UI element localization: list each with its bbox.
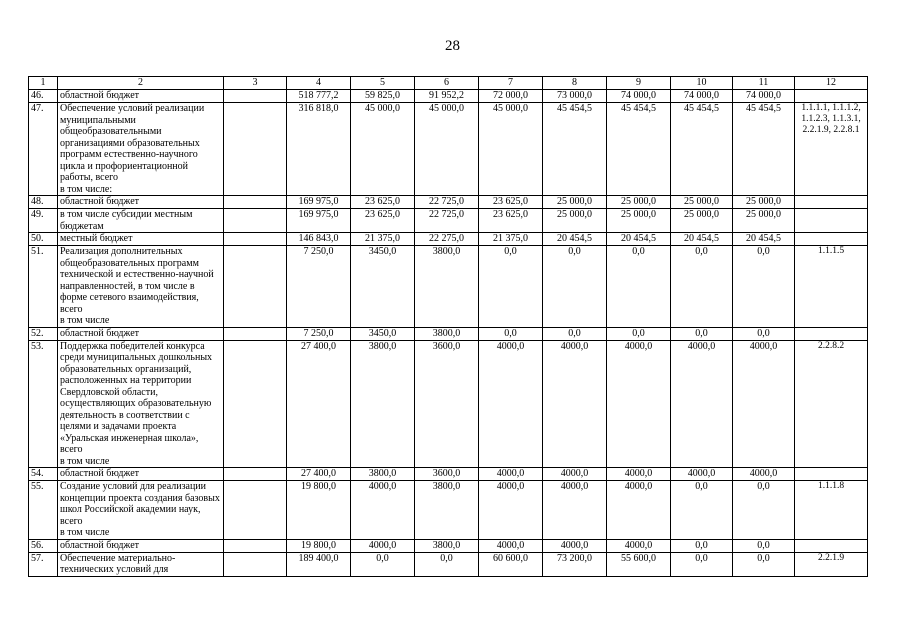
table-row <box>29 233 868 246</box>
value-cell: 60 600,0 <box>479 552 543 576</box>
target-code-cell <box>795 90 868 103</box>
value-cell: 0,0 <box>607 246 671 328</box>
value-cell: 4000,0 <box>543 481 607 540</box>
target-code-cell: 2.2.1.9 <box>795 552 868 576</box>
column-header: 1 <box>29 77 58 90</box>
value-cell: 7 250,0 <box>287 327 351 340</box>
table-row <box>29 103 868 196</box>
value-cell: 23 625,0 <box>479 196 543 209</box>
col3-cell <box>224 327 287 340</box>
row-number: 47. <box>29 103 58 196</box>
row-number: 53. <box>29 340 58 468</box>
value-cell: 4000,0 <box>351 539 415 552</box>
column-header: 7 <box>479 77 543 90</box>
value-cell: 91 952,2 <box>415 90 479 103</box>
value-cell: 45 000,0 <box>351 103 415 196</box>
value-cell: 0,0 <box>543 327 607 340</box>
value-cell: 23 625,0 <box>479 209 543 233</box>
value-cell: 4000,0 <box>543 468 607 481</box>
value-cell: 20 454,5 <box>607 233 671 246</box>
value-cell: 0,0 <box>607 327 671 340</box>
table-row <box>29 539 868 552</box>
value-cell: 45 454,5 <box>543 103 607 196</box>
value-cell: 4000,0 <box>479 468 543 481</box>
value-cell: 4000,0 <box>479 481 543 540</box>
row-name: Реализация дополнительных общеобразовательных программ технической и естественно-научной направленностей, в том числе в форме сетевого взаимодействия, всего в том числе <box>58 246 224 328</box>
value-cell: 4000,0 <box>733 468 795 481</box>
target-code-cell <box>795 196 868 209</box>
value-cell: 3800,0 <box>415 246 479 328</box>
value-cell: 7 250,0 <box>287 246 351 328</box>
row-number: 48. <box>29 196 58 209</box>
value-cell: 55 600,0 <box>607 552 671 576</box>
value-cell: 4000,0 <box>351 481 415 540</box>
target-code-cell: 1.1.1.8 <box>795 481 868 540</box>
row-name: областной бюджет <box>58 196 224 209</box>
row-name: в том числе субсидии местным бюджетам <box>58 209 224 233</box>
value-cell: 25 000,0 <box>543 209 607 233</box>
value-cell: 3450,0 <box>351 246 415 328</box>
value-cell: 21 375,0 <box>479 233 543 246</box>
value-cell: 0,0 <box>733 552 795 576</box>
value-cell: 27 400,0 <box>287 468 351 481</box>
value-cell: 23 625,0 <box>351 209 415 233</box>
col3-cell <box>224 552 287 576</box>
column-header: 11 <box>733 77 795 90</box>
value-cell: 0,0 <box>671 539 733 552</box>
table-row <box>29 90 868 103</box>
col3-cell <box>224 246 287 328</box>
value-cell: 3800,0 <box>415 481 479 540</box>
col3-cell <box>224 233 287 246</box>
value-cell: 0,0 <box>733 539 795 552</box>
value-cell: 4000,0 <box>733 340 795 468</box>
col3-cell <box>224 90 287 103</box>
row-name: Обеспечение материально-технических условий для <box>58 552 224 576</box>
row-number: 54. <box>29 468 58 481</box>
value-cell: 45 000,0 <box>415 103 479 196</box>
header-row <box>29 77 868 90</box>
col3-cell <box>224 209 287 233</box>
value-cell: 4000,0 <box>607 481 671 540</box>
column-header: 8 <box>543 77 607 90</box>
table-row <box>29 552 868 576</box>
row-name: Создание условий для реализации концепции проекта создания базовых школ Российской академии наук, всего в том числе <box>58 481 224 540</box>
target-code-cell <box>795 468 868 481</box>
row-number: 46. <box>29 90 58 103</box>
row-number: 50. <box>29 233 58 246</box>
value-cell: 3450,0 <box>351 327 415 340</box>
value-cell: 4000,0 <box>607 468 671 481</box>
value-cell: 4000,0 <box>479 539 543 552</box>
target-code-cell <box>795 539 868 552</box>
value-cell: 22 725,0 <box>415 196 479 209</box>
value-cell: 189 400,0 <box>287 552 351 576</box>
col3-cell <box>224 468 287 481</box>
value-cell: 0,0 <box>671 246 733 328</box>
value-cell: 0,0 <box>351 552 415 576</box>
budget-table <box>28 76 868 577</box>
column-header: 3 <box>224 77 287 90</box>
target-code-cell: 1.1.1.5 <box>795 246 868 328</box>
table-row <box>29 196 868 209</box>
value-cell: 45 454,5 <box>671 103 733 196</box>
column-header: 10 <box>671 77 733 90</box>
value-cell: 0,0 <box>543 246 607 328</box>
value-cell: 19 800,0 <box>287 481 351 540</box>
value-cell: 4000,0 <box>607 340 671 468</box>
value-cell: 0,0 <box>733 246 795 328</box>
value-cell: 20 454,5 <box>671 233 733 246</box>
row-number: 49. <box>29 209 58 233</box>
value-cell: 169 975,0 <box>287 196 351 209</box>
row-name: областной бюджет <box>58 468 224 481</box>
value-cell: 0,0 <box>479 327 543 340</box>
row-name: областной бюджет <box>58 90 224 103</box>
value-cell: 146 843,0 <box>287 233 351 246</box>
value-cell: 4000,0 <box>671 340 733 468</box>
value-cell: 518 777,2 <box>287 90 351 103</box>
row-name: Обеспечение условий реализации муниципальными общеобразовательными организациями образовательных программ естественно-научного цикла и профориентационной работы, всего в том числе: <box>58 103 224 196</box>
value-cell: 45 454,5 <box>607 103 671 196</box>
row-name: Поддержка победителей конкурса среди муниципальных дошкольных образовательных организаций, расположенных на территории Свердловской области, осуществляющих образовательную деятельность в соответствии с целями и задачами проекта «Уральская инженерная школа», всего в том числе <box>58 340 224 468</box>
value-cell: 3800,0 <box>351 468 415 481</box>
value-cell: 3800,0 <box>351 340 415 468</box>
value-cell: 0,0 <box>671 327 733 340</box>
table-row <box>29 246 868 328</box>
column-header: 12 <box>795 77 868 90</box>
target-code-cell <box>795 209 868 233</box>
col3-cell <box>224 340 287 468</box>
row-name: областной бюджет <box>58 327 224 340</box>
value-cell: 4000,0 <box>671 468 733 481</box>
value-cell: 27 400,0 <box>287 340 351 468</box>
value-cell: 74 000,0 <box>607 90 671 103</box>
value-cell: 22 725,0 <box>415 209 479 233</box>
col3-cell <box>224 196 287 209</box>
table-row <box>29 468 868 481</box>
column-header: 4 <box>287 77 351 90</box>
value-cell: 25 000,0 <box>607 209 671 233</box>
target-code-cell: 2.2.8.2 <box>795 340 868 468</box>
value-cell: 74 000,0 <box>671 90 733 103</box>
value-cell: 3800,0 <box>415 327 479 340</box>
col3-cell <box>224 481 287 540</box>
row-number: 56. <box>29 539 58 552</box>
target-code-cell <box>795 233 868 246</box>
value-cell: 22 275,0 <box>415 233 479 246</box>
value-cell: 316 818,0 <box>287 103 351 196</box>
table-row <box>29 327 868 340</box>
page-number: 28 <box>445 38 460 54</box>
column-header: 5 <box>351 77 415 90</box>
value-cell: 20 454,5 <box>733 233 795 246</box>
value-cell: 45 000,0 <box>479 103 543 196</box>
row-number: 55. <box>29 481 58 540</box>
value-cell: 74 000,0 <box>733 90 795 103</box>
value-cell: 4000,0 <box>543 340 607 468</box>
value-cell: 23 625,0 <box>351 196 415 209</box>
value-cell: 25 000,0 <box>733 209 795 233</box>
value-cell: 21 375,0 <box>351 233 415 246</box>
value-cell: 25 000,0 <box>543 196 607 209</box>
value-cell: 0,0 <box>733 327 795 340</box>
value-cell: 3600,0 <box>415 468 479 481</box>
value-cell: 4000,0 <box>543 539 607 552</box>
target-code-cell <box>795 327 868 340</box>
value-cell: 169 975,0 <box>287 209 351 233</box>
value-cell: 3600,0 <box>415 340 479 468</box>
value-cell: 0,0 <box>415 552 479 576</box>
value-cell: 59 825,0 <box>351 90 415 103</box>
value-cell: 4000,0 <box>607 539 671 552</box>
value-cell: 45 454,5 <box>733 103 795 196</box>
value-cell: 0,0 <box>733 481 795 540</box>
row-name: областной бюджет <box>58 539 224 552</box>
value-cell: 73 200,0 <box>543 552 607 576</box>
value-cell: 72 000,0 <box>479 90 543 103</box>
value-cell: 0,0 <box>671 552 733 576</box>
table-row <box>29 340 868 468</box>
value-cell: 3800,0 <box>415 539 479 552</box>
row-number: 51. <box>29 246 58 328</box>
column-header: 2 <box>58 77 224 90</box>
table-row <box>29 481 868 540</box>
table-row <box>29 209 868 233</box>
row-name: местный бюджет <box>58 233 224 246</box>
column-header: 9 <box>607 77 671 90</box>
column-header: 6 <box>415 77 479 90</box>
value-cell: 25 000,0 <box>733 196 795 209</box>
value-cell: 4000,0 <box>479 340 543 468</box>
row-number: 52. <box>29 327 58 340</box>
value-cell: 25 000,0 <box>607 196 671 209</box>
value-cell: 73 000,0 <box>543 90 607 103</box>
value-cell: 0,0 <box>479 246 543 328</box>
value-cell: 25 000,0 <box>671 209 733 233</box>
row-number: 57. <box>29 552 58 576</box>
col3-cell <box>224 539 287 552</box>
value-cell: 25 000,0 <box>671 196 733 209</box>
target-code-cell: 1.1.1.1, 1.1.1.2, 1.1.2.3, 1.1.3.1, 2.2.1.9, 2.2.8.1 <box>795 103 868 196</box>
value-cell: 20 454,5 <box>543 233 607 246</box>
value-cell: 19 800,0 <box>287 539 351 552</box>
value-cell: 0,0 <box>671 481 733 540</box>
col3-cell <box>224 103 287 196</box>
